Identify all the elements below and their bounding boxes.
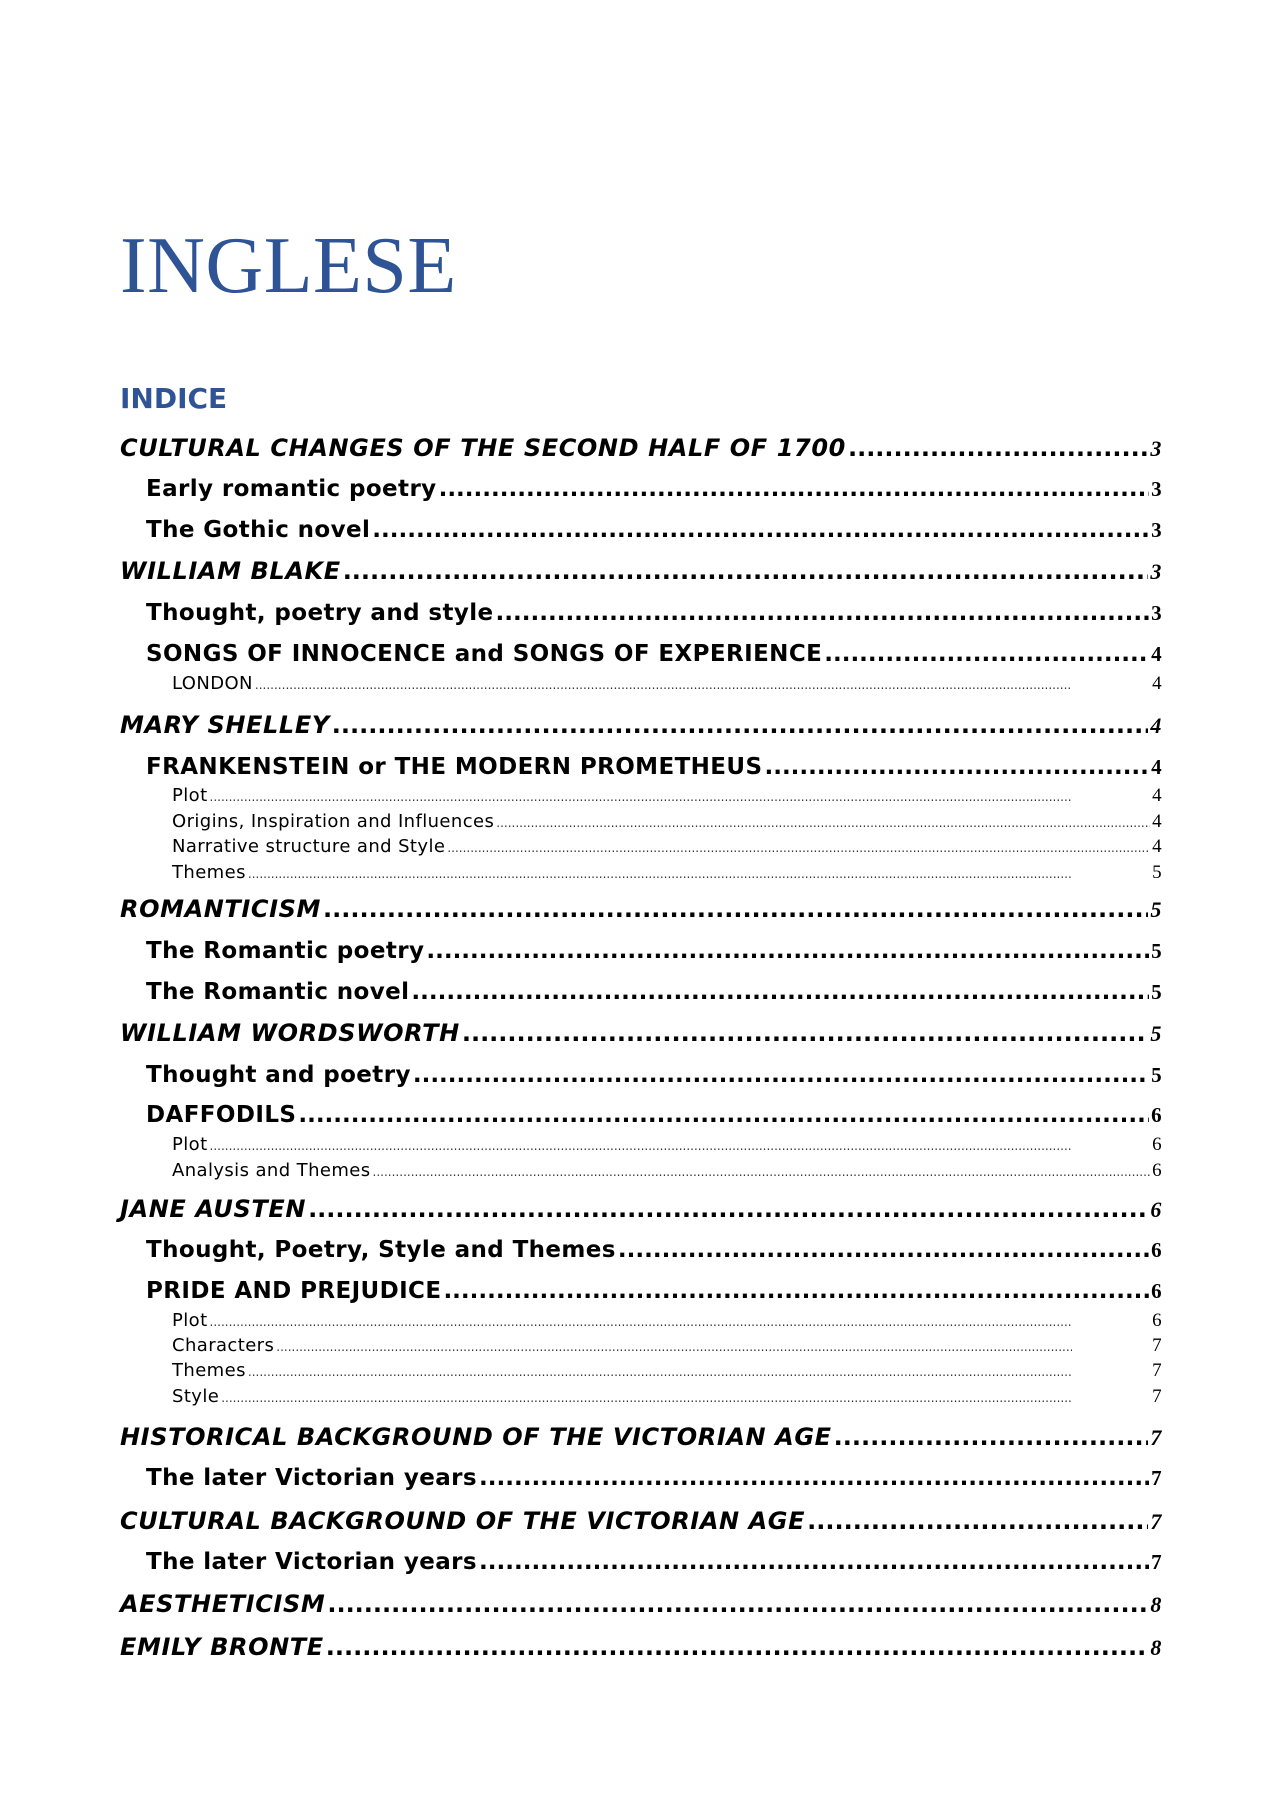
toc-entry[interactable]: Themes ..... 5 [172, 862, 1162, 884]
toc-page-number: 5 [1152, 862, 1162, 883]
toc-page-number: 6 [1151, 1238, 1162, 1262]
toc-entry[interactable]: PRIDE AND PREJUDICE ..... 6 [146, 1278, 1162, 1304]
toc-page-number: 7 [1151, 1550, 1162, 1574]
toc-page-number: 4 [1152, 836, 1162, 857]
document-title: INGLESE [120, 222, 457, 310]
toc-entry[interactable]: SONGS OF INNOCENCE and SONGS OF EXPERIENCE ..... 4 [146, 641, 1162, 667]
toc-page-number: 3 [1151, 601, 1162, 625]
toc-page-number: 5 [1150, 1021, 1162, 1046]
toc-entry[interactable]: Characters ..... 7 [172, 1335, 1162, 1357]
toc-entry[interactable]: Plot ..... 6 [172, 1310, 1162, 1332]
toc-page-number: 6 [1152, 1134, 1162, 1155]
toc-page-number: 4 [1150, 713, 1162, 738]
toc-page-number: 7 [1152, 1360, 1162, 1381]
toc-entry[interactable]: Narrative structure and Style ..... 4 [172, 836, 1162, 858]
toc-page-number: 7 [1152, 1386, 1162, 1407]
toc-page-number: 3 [1151, 477, 1162, 501]
toc-entry[interactable]: Thought and poetry ..... 5 [146, 1062, 1162, 1088]
toc-page-number: 6 [1152, 1160, 1162, 1181]
toc-page-number: 6 [1152, 1310, 1162, 1331]
toc-entry[interactable]: WILLIAM WORDSWORTH ..... 5 [120, 1019, 1162, 1047]
toc-entry[interactable]: ROMANTICISM ..... 5 [120, 895, 1162, 923]
toc-entry[interactable]: The Gothic novel ..... 3 [146, 517, 1162, 543]
toc-entry[interactable]: The later Victorian years ..... 7 [146, 1549, 1162, 1575]
toc-page-number: 6 [1151, 1103, 1162, 1127]
toc-entry[interactable]: Style ..... 7 [172, 1386, 1162, 1408]
toc-entry[interactable]: Plot ..... 4 [172, 785, 1162, 807]
toc-entry[interactable]: EMILY BRONTE ..... 8 [120, 1633, 1162, 1661]
toc-entry[interactable]: CULTURAL BACKGROUND OF THE VICTORIAN AGE ..... 7 [120, 1507, 1162, 1535]
toc-page-number: 8 [1150, 1592, 1162, 1617]
toc-page-number: 8 [1150, 1635, 1162, 1660]
toc-page-number: 7 [1150, 1425, 1162, 1450]
toc-page-number: 4 [1152, 785, 1162, 806]
toc-entry[interactable]: WILLIAM BLAKE ..... 3 [120, 557, 1162, 585]
toc-entry[interactable]: HISTORICAL BACKGROUND OF THE VICTORIAN AGE ..... 7 [120, 1423, 1162, 1451]
toc-entry[interactable]: The Romantic novel ..... 5 [146, 979, 1162, 1005]
toc-entry[interactable]: Analysis and Themes ..... 6 [172, 1160, 1162, 1182]
toc-page-number: 7 [1150, 1509, 1162, 1534]
toc-entry[interactable]: LONDON ..... 4 [172, 673, 1162, 695]
toc-entry[interactable]: FRANKENSTEIN or THE MODERN PROMETHEUS ..... 4 [146, 754, 1162, 780]
toc-page-number: 5 [1151, 1063, 1162, 1087]
toc-page-number: 5 [1151, 939, 1162, 963]
toc-page-number: 3 [1150, 436, 1162, 461]
toc-entry[interactable]: MARY SHELLEY ..... 4 [120, 711, 1162, 739]
toc-page-number: 4 [1151, 755, 1162, 779]
toc-entry[interactable]: Thought, Poetry, Style and Themes ..... 6 [146, 1237, 1162, 1263]
toc-entry[interactable]: JANE AUSTEN ..... 6 [120, 1195, 1162, 1223]
toc-page-number: 3 [1150, 559, 1162, 584]
toc-page-number: 7 [1151, 1466, 1162, 1490]
toc-entry[interactable]: DAFFODILS ..... 6 [146, 1102, 1162, 1128]
toc-page-number: 5 [1151, 980, 1162, 1004]
toc-page-number: 6 [1151, 1279, 1162, 1303]
toc-page-number: 7 [1152, 1335, 1162, 1356]
toc-page-number: 4 [1151, 642, 1162, 666]
toc-entry[interactable]: Themes ..... 7 [172, 1360, 1162, 1382]
toc-entry[interactable]: Plot ..... 6 [172, 1134, 1162, 1156]
toc-entry[interactable]: CULTURAL CHANGES OF THE SECOND HALF OF 1700 ..... 3 [120, 434, 1162, 462]
toc-heading: INDICE [120, 382, 228, 415]
toc-page-number: 6 [1150, 1197, 1162, 1222]
toc-entry[interactable]: Thought, poetry and style ..... 3 [146, 600, 1162, 626]
toc-page-number: 4 [1152, 673, 1162, 694]
toc-page-number: 4 [1152, 811, 1162, 832]
toc-entry[interactable]: Early romantic poetry ..... 3 [146, 476, 1162, 502]
toc-entry[interactable]: The Romantic poetry ..... 5 [146, 938, 1162, 964]
toc-page-number: 5 [1150, 897, 1162, 922]
toc-entry[interactable]: Origins, Inspiration and Influences ..... 4 [172, 811, 1162, 833]
toc-page-number: 3 [1151, 518, 1162, 542]
toc-entry[interactable]: The later Victorian years ..... 7 [146, 1465, 1162, 1491]
toc-entry[interactable]: AESTHETICISM ..... 8 [120, 1590, 1162, 1618]
